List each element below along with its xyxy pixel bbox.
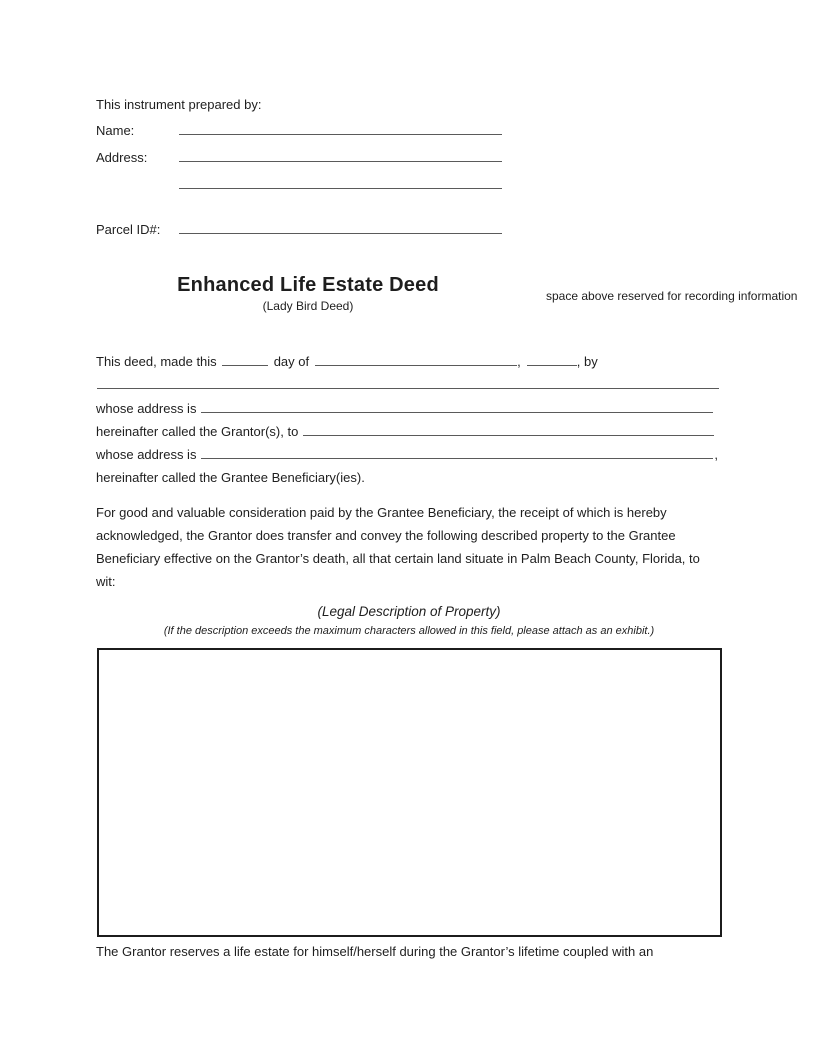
whose-address-text-1: whose address is [96, 401, 197, 416]
deed-date-lead-text: This deed, made this [96, 354, 217, 369]
address-field-line-1[interactable] [179, 149, 502, 162]
address-row-2 [96, 176, 502, 193]
grantor-address-field-line[interactable] [201, 411, 713, 413]
grantee-address-line [96, 446, 718, 463]
deed-date-line [96, 353, 598, 370]
day-field-line[interactable] [222, 353, 268, 366]
title-block [96, 273, 520, 314]
grantee-clause-text: hereinafter called the Grantee Beneficiary(ies). [96, 470, 365, 485]
parcel-id-field-line[interactable] [179, 221, 502, 234]
consideration-paragraph [96, 501, 700, 593]
month-field-line[interactable] [315, 353, 517, 366]
whose-address-text-2: whose address is [96, 447, 197, 462]
grantee-name-field-line[interactable] [303, 434, 714, 436]
address-label: Address: [96, 150, 148, 165]
name-row [96, 122, 502, 139]
address-field-line-2[interactable] [179, 176, 502, 189]
document-subtitle: (Lady Bird Deed) [262, 299, 354, 313]
grantor-clause-text: hereinafter called the Grantor(s), to [96, 424, 299, 439]
name-field-line[interactable] [179, 122, 502, 135]
paragraph-line: Beneficiary effective on the Grantor’s death, all that certain land situate in Palm Beach County, Florida, to [96, 551, 700, 566]
paragraph-line: acknowledged, the Grantor does transfer and convey the following described property to the Grantee [96, 528, 676, 543]
grantor-name-field-line[interactable] [97, 376, 719, 389]
name-label: Name: [96, 123, 135, 138]
grantor-clause-line [96, 423, 714, 440]
prepared-by-heading: This instrument prepared by: [96, 97, 262, 112]
parcel-row [96, 221, 502, 238]
day-of-text: day of [273, 354, 310, 369]
parcel-id-label: Parcel ID#: [96, 222, 161, 237]
trailing-comma-text: , [714, 447, 718, 462]
legal-description-note: (If the description exceeds the maximum characters allowed in this field, please attach as an exhibit.) [163, 625, 655, 637]
year-field-line[interactable] [527, 353, 577, 366]
paragraph-line: For good and valuable consideration paid by the Grantee Beneficiary, the receipt of which is hereby [96, 505, 667, 520]
legal-description-caption: (Legal Description of Property) [317, 604, 501, 619]
recording-space-note: space above reserved for recording information [546, 289, 798, 303]
life-estate-text: The Grantor reserves a life estate for himself/herself during the Grantor’s lifetime coupled with an [96, 944, 654, 959]
comma-by-text: , by [576, 354, 598, 369]
grantor-address-line [96, 400, 713, 417]
legal-description-field[interactable] [97, 648, 722, 937]
grantee-address-field-line[interactable] [201, 457, 713, 459]
paragraph-line: wit: [96, 574, 116, 589]
document-title: Enhanced Life Estate Deed [177, 274, 439, 296]
comma-text: , [517, 354, 521, 369]
address-row [96, 149, 502, 166]
